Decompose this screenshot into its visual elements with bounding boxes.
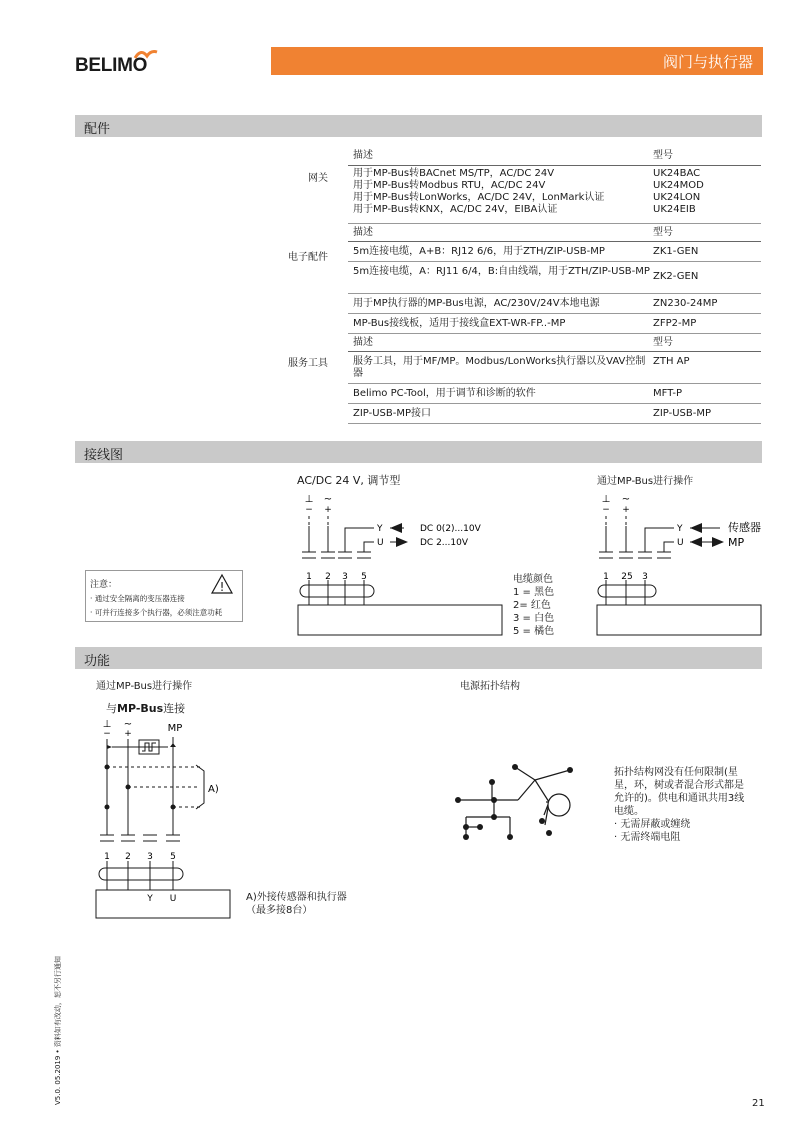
section-title: 配件 <box>84 122 111 137</box>
svg-text:−: − <box>103 729 111 739</box>
row-model: ZTH AP <box>653 351 761 383</box>
svg-text:~: ~ <box>123 719 133 730</box>
mp-label: MP <box>167 723 183 734</box>
connect-prefix: 与 <box>106 702 117 715</box>
y-label: Y <box>147 894 153 904</box>
a-note-line: （最多接8台） <box>246 905 313 916</box>
a-note-line: A)外接传感器和执行器 <box>246 892 347 903</box>
table-header-row <box>348 147 761 165</box>
section-function <box>75 647 762 669</box>
y-signal: DC 0(2)...10V <box>420 524 481 534</box>
row-desc: 5m连接电缆，A：RJ11 6/4，B:自由线端，用于ZTH/ZIP-USB-MP <box>348 261 653 293</box>
a-note <box>246 891 347 917</box>
section-wiring <box>75 441 762 463</box>
table-header-row <box>348 333 761 351</box>
col-desc-header: 描述 <box>348 333 653 351</box>
topology-text <box>614 766 744 844</box>
table-row <box>348 293 761 313</box>
cable-colors <box>513 573 554 638</box>
svg-text:+: + <box>622 505 630 515</box>
col-desc-header: 描述 <box>348 147 653 165</box>
note-title: 注意： <box>90 580 118 590</box>
note-line: · 可并行连接多个执行器，必须注意功耗 <box>90 608 223 617</box>
table-row <box>348 165 761 223</box>
terminal-5: 5 <box>170 852 176 862</box>
category-gateway: 网关 <box>308 173 328 184</box>
svg-text:+: + <box>124 729 132 739</box>
terminal-1: 1 <box>603 572 609 582</box>
svg-text:!: ! <box>219 580 225 594</box>
function-right-title: 电源拓扑结构 <box>460 681 520 692</box>
section-title: 接线图 <box>84 448 124 463</box>
row-model: ZK2-GEN <box>653 261 761 293</box>
row-model: ZIP-USB-MP <box>653 403 761 423</box>
function-left-title: 通过MP-Bus进行操作 <box>96 681 193 692</box>
table-row <box>348 403 761 423</box>
category-electrical: 电子配件 <box>288 252 328 263</box>
u-label: U <box>377 538 384 548</box>
table-row <box>348 261 761 293</box>
topology-line: · 无需终端电阻 <box>614 832 681 843</box>
u-label: U <box>677 538 684 548</box>
terminal-3: 3 <box>147 852 153 862</box>
svg-text:⊥: ⊥ <box>102 719 112 730</box>
terminal-25: 25 <box>621 572 633 582</box>
col-model-header: 型号 <box>653 223 761 241</box>
topology-line: 星，环，树或者混合形式都是 <box>614 780 744 791</box>
page-number: 21 <box>752 1098 765 1109</box>
cable-color-item: 2= 红色 <box>513 600 551 611</box>
a-label: A) <box>208 784 219 795</box>
table-row <box>348 241 761 261</box>
row-model: ZN230-24MP <box>653 293 761 313</box>
row-model: ZK1-GEN <box>653 241 761 261</box>
minus-symbol: − <box>305 505 313 515</box>
logo-flame-icon <box>133 48 159 60</box>
header-title: 阀门与执行器 <box>662 53 753 71</box>
row-desc: 5m连接电缆，A+B：RJ12 6/6，用于ZTH/ZIP-USB-MP <box>348 241 653 261</box>
topology-line: 拓扑结构网没有任何限制(星 <box>614 767 738 778</box>
terminal-2: 2 <box>125 852 131 862</box>
wiring-diagram-mpbus <box>590 490 765 640</box>
plus-symbol: + <box>324 505 332 515</box>
row-desc: MP-Bus接线板，适用于接线盒EXT-WR-FP..-MP <box>348 313 653 333</box>
row-desc: 用于MP-Bus转BACnet MS/TP，AC/DC 24V 用于MP-Bus转Modbus RTU，AC/DC 24V 用于MP-Bus转LonWorks，AC/DC 24V，LonMark认证 用于MP-Bus转KNX，AC/DC 24V，EIBA认证 <box>348 165 653 223</box>
warning-icon <box>210 573 234 595</box>
row-desc: ZIP-USB-MP接口 <box>348 403 653 423</box>
row-desc: 服务工具，用于MF/MP。Modbus/LonWorks执行器以及VAV控制器 <box>348 351 653 383</box>
row-model: ZFP2-MP <box>653 313 761 333</box>
connect-suffix: 连接 <box>163 702 186 715</box>
u-signal: MP <box>728 536 745 549</box>
y-label: Y <box>377 524 383 534</box>
terminal-2: 2 <box>325 572 331 582</box>
header-bar <box>271 47 763 75</box>
row-desc: Belimo PC-Tool，用于调节和诊断的软件 <box>348 383 653 403</box>
cable-colors-title: 电缆颜色 <box>513 574 553 585</box>
terminal-3: 3 <box>642 572 648 582</box>
u-signal: DC 2...10V <box>420 538 468 548</box>
footer-version: V5.0. 05.2019 • 资料如有改动，恕不另行通知 <box>54 956 62 1105</box>
table-row <box>348 313 761 333</box>
col-model-header: 型号 <box>653 147 761 165</box>
cable-color-item: 5 = 橘色 <box>513 626 555 637</box>
svg-text:~: ~ <box>621 494 631 505</box>
table-header-row <box>348 223 761 241</box>
y-signal: 传感器 <box>728 521 761 534</box>
terminal-5: 5 <box>361 572 367 582</box>
ground-symbol: ⊥ <box>304 494 314 505</box>
connect-label <box>106 700 185 716</box>
accessories-table <box>348 147 761 424</box>
logo-text: BELIMO <box>75 55 148 76</box>
topology-line: · 无需屏蔽或缠绕 <box>614 819 691 830</box>
terminal-3: 3 <box>342 572 348 582</box>
note-line: · 通过安全隔离的变压器连接 <box>90 594 185 603</box>
topology-line: 电缆。 <box>614 806 644 817</box>
diagram1-title: AC/DC 24 V, 调节型 <box>297 474 401 487</box>
col-desc-header: 描述 <box>348 223 653 241</box>
belimo-logo <box>75 52 155 78</box>
col-model-header: 型号 <box>653 333 761 351</box>
svg-text:⊥: ⊥ <box>601 494 611 505</box>
row-model: MFT-P <box>653 383 761 403</box>
section-accessories <box>75 115 762 137</box>
topology-line: 允许的)。供电和通讯共用3线 <box>614 793 745 804</box>
connect-bold: MP-Bus <box>117 702 164 715</box>
topology-diagram <box>450 755 600 855</box>
category-service-tools: 服务工具 <box>288 358 328 369</box>
cable-color-item: 3 = 白色 <box>513 613 555 624</box>
terminal-1: 1 <box>104 852 110 862</box>
cable-color-item: 1 = 黑色 <box>513 587 555 598</box>
note-box <box>85 570 243 622</box>
section-title: 功能 <box>84 654 111 669</box>
svg-text:−: − <box>602 505 610 515</box>
u-label: U <box>169 894 177 904</box>
row-model: UK24BAC UK24MOD UK24LON UK24EIB <box>653 165 761 223</box>
diagram2-title: 通过MP-Bus进行操作 <box>597 476 694 487</box>
y-label: Y <box>677 524 683 534</box>
table-row <box>348 383 761 403</box>
terminal-1: 1 <box>306 572 312 582</box>
wiring-diagram-modulating <box>290 490 510 640</box>
row-desc: 用于MP执行器的MP-Bus电源，AC/230V/24V本地电源 <box>348 293 653 313</box>
tilde-symbol: ~ <box>323 494 333 505</box>
table-row <box>348 351 761 383</box>
